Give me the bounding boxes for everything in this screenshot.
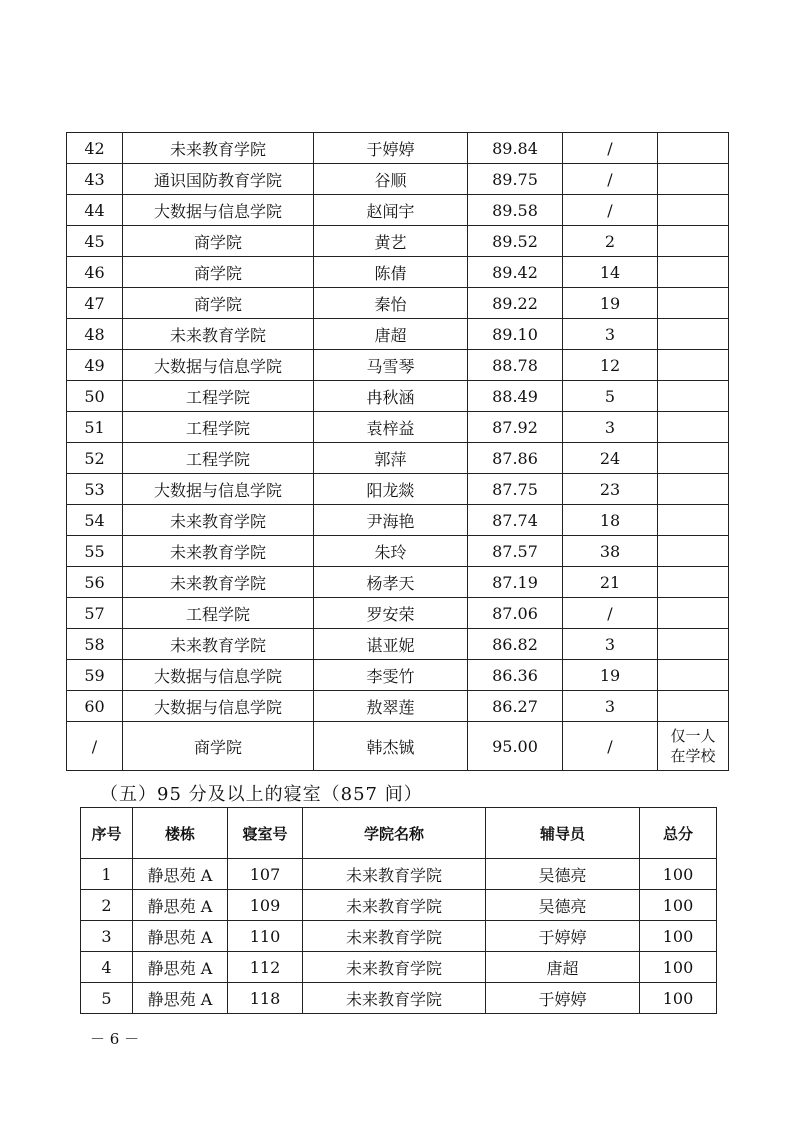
cell-note — [658, 195, 729, 226]
cell-rank: 49 — [67, 350, 123, 381]
cell-count: 18 — [563, 505, 658, 536]
cell-total: 100 — [640, 859, 717, 890]
table-row — [67, 350, 729, 381]
cell-score: 88.49 — [468, 381, 563, 412]
cell-note — [658, 474, 729, 505]
cell-college: 商学院 — [123, 226, 314, 257]
cell-college: 未来教育学院 — [123, 567, 314, 598]
table-row — [67, 474, 729, 505]
cell-name: 杨孝天 — [314, 567, 468, 598]
header-college: 学院名称 — [303, 808, 486, 859]
cell-name: 马雪琴 — [314, 350, 468, 381]
cell-rank: / — [67, 722, 123, 771]
cell-college: 未来教育学院 — [123, 536, 314, 567]
table-row — [67, 319, 729, 350]
header-counselor: 辅导员 — [486, 808, 640, 859]
cell-college: 未来教育学院 — [123, 319, 314, 350]
cell-building: 静思苑 A — [133, 983, 228, 1014]
cell-building: 静思苑 A — [133, 859, 228, 890]
cell-note — [658, 629, 729, 660]
cell-score: 89.22 — [468, 288, 563, 319]
table-row — [67, 443, 729, 474]
cell-name: 黄艺 — [314, 226, 468, 257]
cell-college: 商学院 — [123, 257, 314, 288]
cell-rank: 46 — [67, 257, 123, 288]
cell-count: 2 — [563, 226, 658, 257]
table-row — [67, 412, 729, 443]
cell-note — [658, 381, 729, 412]
cell-college: 未来教育学院 — [303, 952, 486, 983]
cell-count: 23 — [563, 474, 658, 505]
note-line-2: 在学校 — [670, 747, 716, 765]
cell-index: 1 — [81, 859, 133, 890]
cell-score: 87.86 — [468, 443, 563, 474]
note-line-1: 仅一人 — [670, 727, 716, 745]
cell-name: 郭萍 — [314, 443, 468, 474]
cell-total: 100 — [640, 983, 717, 1014]
cell-college: 未来教育学院 — [303, 890, 486, 921]
cell-college: 未来教育学院 — [123, 629, 314, 660]
cell-rank: 50 — [67, 381, 123, 412]
cell-counselor: 于婷婷 — [486, 983, 640, 1014]
table-row — [67, 133, 729, 164]
cell-college: 工程学院 — [123, 412, 314, 443]
cell-college: 未来教育学院 — [303, 983, 486, 1014]
section-title: （五）95 分及以上的寝室（857 间） — [100, 784, 423, 805]
cell-score: 87.06 — [468, 598, 563, 629]
cell-rank: 54 — [67, 505, 123, 536]
cell-score: 88.78 — [468, 350, 563, 381]
cell-index: 2 — [81, 890, 133, 921]
cell-rank: 58 — [67, 629, 123, 660]
cell-note — [658, 660, 729, 691]
cell-rank: 48 — [67, 319, 123, 350]
cell-count: / — [563, 598, 658, 629]
cell-score: 87.74 — [468, 505, 563, 536]
cell-count: / — [563, 133, 658, 164]
cell-college: 大数据与信息学院 — [123, 350, 314, 381]
cell-name: 袁梓益 — [314, 412, 468, 443]
cell-rank: 43 — [67, 164, 123, 195]
cell-count: 3 — [563, 629, 658, 660]
cell-note — [658, 505, 729, 536]
cell-building: 静思苑 A — [133, 921, 228, 952]
cell-count: / — [563, 195, 658, 226]
cell-rank: 57 — [67, 598, 123, 629]
cell-score: 95.00 — [468, 722, 563, 771]
cell-note — [658, 567, 729, 598]
cell-name: 谷顺 — [314, 164, 468, 195]
cell-name: 谌亚妮 — [314, 629, 468, 660]
cell-college: 未来教育学院 — [303, 921, 486, 952]
table-row — [67, 660, 729, 691]
cell-college: 工程学院 — [123, 443, 314, 474]
cell-rank: 56 — [67, 567, 123, 598]
cell-name: 罗安荣 — [314, 598, 468, 629]
cell-note — [658, 133, 729, 164]
cell-note — [658, 350, 729, 381]
cell-college: 大数据与信息学院 — [123, 195, 314, 226]
ranking-table — [66, 132, 729, 771]
cell-index: 5 — [81, 983, 133, 1014]
cell-college: 未来教育学院 — [123, 505, 314, 536]
ranking-table-footer — [67, 722, 729, 771]
cell-score: 86.27 — [468, 691, 563, 722]
cell-rank: 53 — [67, 474, 123, 505]
cell-total: 100 — [640, 952, 717, 983]
cell-note — [658, 226, 729, 257]
cell-score: 87.92 — [468, 412, 563, 443]
cell-rank: 60 — [67, 691, 123, 722]
cell-counselor: 吴德亮 — [486, 890, 640, 921]
cell-score: 86.82 — [468, 629, 563, 660]
cell-college: 未来教育学院 — [303, 859, 486, 890]
cell-counselor: 吴德亮 — [486, 859, 640, 890]
cell-name: 唐超 — [314, 319, 468, 350]
table-row — [67, 536, 729, 567]
cell-rank: 52 — [67, 443, 123, 474]
cell-count: / — [563, 164, 658, 195]
cell-index: 4 — [81, 952, 133, 983]
cell-building: 静思苑 A — [133, 890, 228, 921]
cell-name: 朱玲 — [314, 536, 468, 567]
cell-score: 89.42 — [468, 257, 563, 288]
table-row — [81, 921, 717, 952]
table-row — [67, 381, 729, 412]
table-row — [67, 598, 729, 629]
cell-count: 3 — [563, 691, 658, 722]
table-row — [67, 567, 729, 598]
table-row — [67, 691, 729, 722]
cell-score: 89.52 — [468, 226, 563, 257]
cell-rank: 45 — [67, 226, 123, 257]
cell-note — [658, 722, 729, 771]
cell-count: 19 — [563, 660, 658, 691]
cell-count: 3 — [563, 319, 658, 350]
cell-college: 工程学院 — [123, 381, 314, 412]
cell-score: 87.75 — [468, 474, 563, 505]
cell-count: 14 — [563, 257, 658, 288]
table-row — [81, 952, 717, 983]
cell-college: 通识国防教育学院 — [123, 164, 314, 195]
cell-room: 112 — [228, 952, 303, 983]
cell-count: 3 — [563, 412, 658, 443]
cell-name: 冉秋涵 — [314, 381, 468, 412]
cell-name: 秦怡 — [314, 288, 468, 319]
cell-college: 大数据与信息学院 — [123, 691, 314, 722]
cell-name: 敖翠莲 — [314, 691, 468, 722]
table-row — [67, 164, 729, 195]
cell-count: 19 — [563, 288, 658, 319]
header-room: 寝室号 — [228, 808, 303, 859]
cell-rank: 47 — [67, 288, 123, 319]
cell-count: 38 — [563, 536, 658, 567]
table-row — [67, 226, 729, 257]
cell-name: 于婷婷 — [314, 133, 468, 164]
cell-note — [658, 288, 729, 319]
cell-count: 5 — [563, 381, 658, 412]
cell-note — [658, 412, 729, 443]
cell-college: 商学院 — [123, 722, 314, 771]
cell-name: 尹海艳 — [314, 505, 468, 536]
cell-note — [658, 598, 729, 629]
cell-note — [658, 164, 729, 195]
cell-score: 89.58 — [468, 195, 563, 226]
table-row-last — [67, 722, 729, 771]
table-row — [67, 505, 729, 536]
cell-note — [658, 257, 729, 288]
cell-college: 工程学院 — [123, 598, 314, 629]
cell-rank: 55 — [67, 536, 123, 567]
cell-score: 87.19 — [468, 567, 563, 598]
cell-rank: 44 — [67, 195, 123, 226]
cell-room: 107 — [228, 859, 303, 890]
header-total: 总分 — [640, 808, 717, 859]
cell-note — [658, 536, 729, 567]
dorm-table-header — [81, 808, 717, 859]
table-row — [67, 257, 729, 288]
table-row — [67, 629, 729, 660]
cell-total: 100 — [640, 890, 717, 921]
cell-name: 李雯竹 — [314, 660, 468, 691]
header-building: 楼栋 — [133, 808, 228, 859]
table-row — [81, 859, 717, 890]
cell-building: 静思苑 A — [133, 952, 228, 983]
cell-score: 89.84 — [468, 133, 563, 164]
cell-rank: 42 — [67, 133, 123, 164]
cell-count: 21 — [563, 567, 658, 598]
cell-college: 大数据与信息学院 — [123, 474, 314, 505]
cell-room: 109 — [228, 890, 303, 921]
cell-college: 大数据与信息学院 — [123, 660, 314, 691]
header-index: 序号 — [81, 808, 133, 859]
table-row — [81, 983, 717, 1014]
cell-count: 24 — [563, 443, 658, 474]
table-row — [67, 288, 729, 319]
cell-name: 韩杰铖 — [314, 722, 468, 771]
cell-score: 89.75 — [468, 164, 563, 195]
cell-score: 89.10 — [468, 319, 563, 350]
cell-name: 赵闻宇 — [314, 195, 468, 226]
cell-score: 86.36 — [468, 660, 563, 691]
cell-note — [658, 691, 729, 722]
cell-rank: 59 — [67, 660, 123, 691]
cell-count: 12 — [563, 350, 658, 381]
cell-name: 陈倩 — [314, 257, 468, 288]
cell-total: 100 — [640, 921, 717, 952]
cell-counselor: 唐超 — [486, 952, 640, 983]
dorm-table-body — [81, 859, 717, 1014]
cell-room: 118 — [228, 983, 303, 1014]
cell-count: / — [563, 722, 658, 771]
cell-score: 87.57 — [468, 536, 563, 567]
cell-college: 未来教育学院 — [123, 133, 314, 164]
dorm-table — [80, 807, 717, 1014]
ranking-table-body — [67, 133, 729, 722]
cell-name: 阳龙燚 — [314, 474, 468, 505]
page-number: － 6 － — [90, 1030, 140, 1048]
cell-counselor: 于婷婷 — [486, 921, 640, 952]
table-row — [67, 195, 729, 226]
cell-note — [658, 443, 729, 474]
cell-college: 商学院 — [123, 288, 314, 319]
cell-note — [658, 319, 729, 350]
cell-rank: 51 — [67, 412, 123, 443]
cell-room: 110 — [228, 921, 303, 952]
table-row — [81, 890, 717, 921]
cell-index: 3 — [81, 921, 133, 952]
